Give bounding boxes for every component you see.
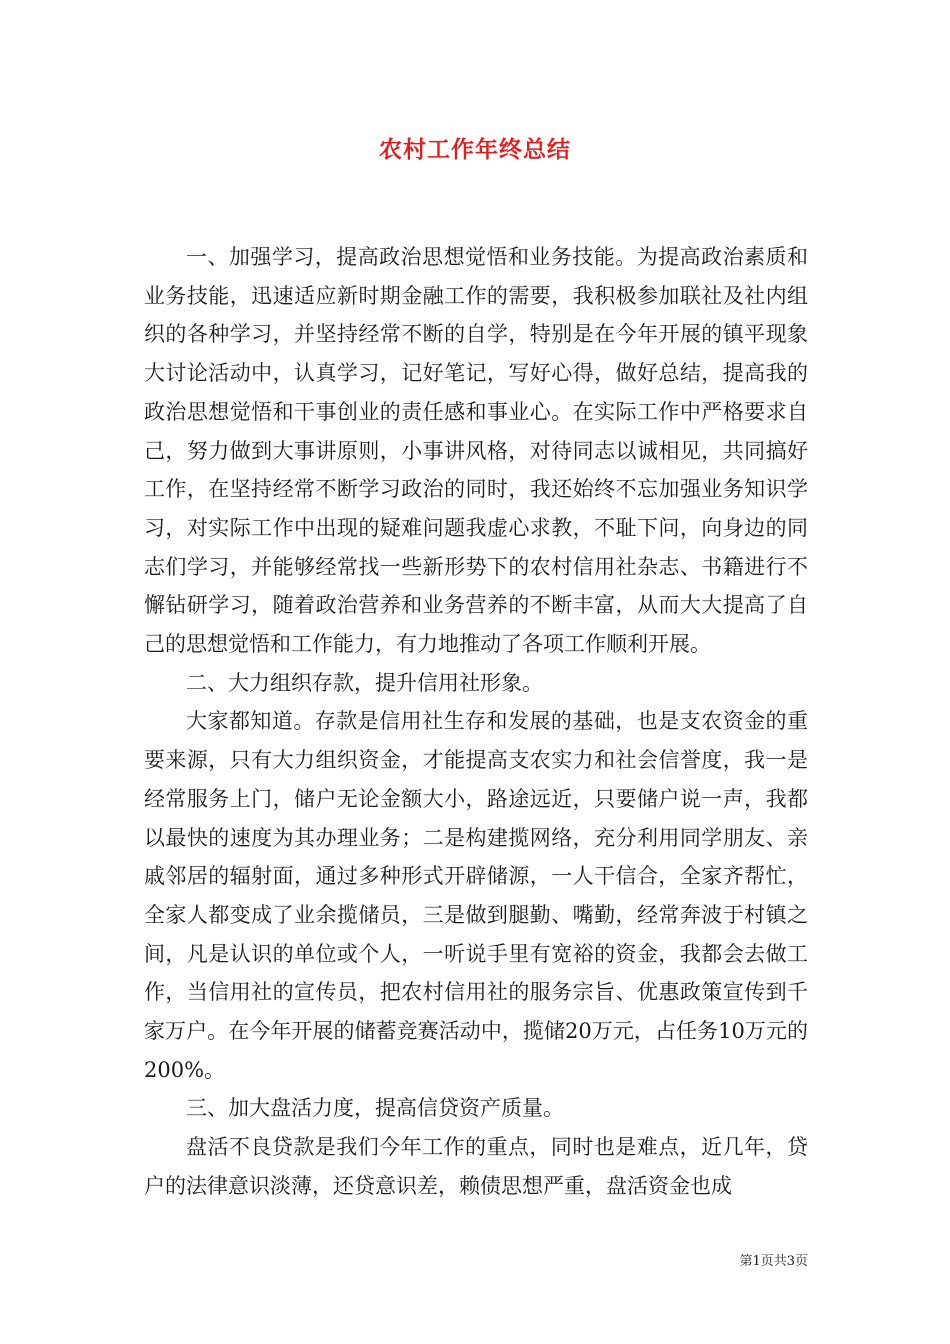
paragraph-heading-assets: 三、加大盘活力度，提高信贷资产质量。 [186,1096,564,1121]
document-title: 农村工作年终总结 [379,136,571,163]
document-body [144,238,808,1206]
paragraph-study: 一、加强学习，提高政治思想觉悟和业务技能。为提高政治素质和业务技能，迅速适应新时期金融工作的需要，我积极参加联社及社内组织的各种学习，并坚持经常不断的自学，特别是在今年开展的镇平现象大讨论活动中，认真学习，记好笔记，写好心得，做好总结，提高我的政治思想觉悟和干事创业的责任感和事业心。在实际工作中严格要求自己，努力做到大事讲原则，小事讲风格，对待同志以诚相见，共同搞好工作，在坚持经常不断学习政治的同时，我还始终不忘加强业务知识学习，对实际工作中出现的疑难问题我虚心求教，不耻下问，向身边的同志们学习，并能够经常找一些新形势下的农村信用社杂志、书籍进行不懈钻研学习，随着政治营养和业务营养的不断丰富，从而大大提高了自己的思想觉悟和工作能力，有力地推动了各项工作顺利开展。 [144,245,808,657]
paragraph-heading-deposits: 二、大力组织存款，提升信用社形象。 [186,670,543,695]
paragraph-deposits: 大家都知道。存款是信用社生存和发展的基础，也是支农资金的重要来源，只有大力组织资金，才能提高支农实力和社会信誉度，我一是经常服务上门，储户无论金额大小，路途远近，只要储户说一声，我都以最快的速度为其办理业务；二是构建揽网络，充分利用同学朋友、亲戚邻居的辐射面，通过多种形式开辟储源，一人干信合，全家齐帮忙，全家人都变成了业余揽储员，三是做到腿勤、嘴勤，经常奔波于村镇之间，凡是认识的单位或个人，一听说手里有宽裕的资金，我都会去做工作，当信用社的宣传员，把农村信用社的服务宗旨、优惠政策宣传到千家万户。在今年开展的储蓄竞赛活动中，揽储20万元，占任务10万元的200%。 [144,709,808,1082]
page-number: 第1页共3页 [739,1254,808,1269]
paragraph-assets: 盘活不良贷款是我们今年工作的重点，同时也是难点，近几年，贷户的法律意识淡薄，还贷意识差，赖债思想严重，盘活资金也成 [144,1135,808,1198]
